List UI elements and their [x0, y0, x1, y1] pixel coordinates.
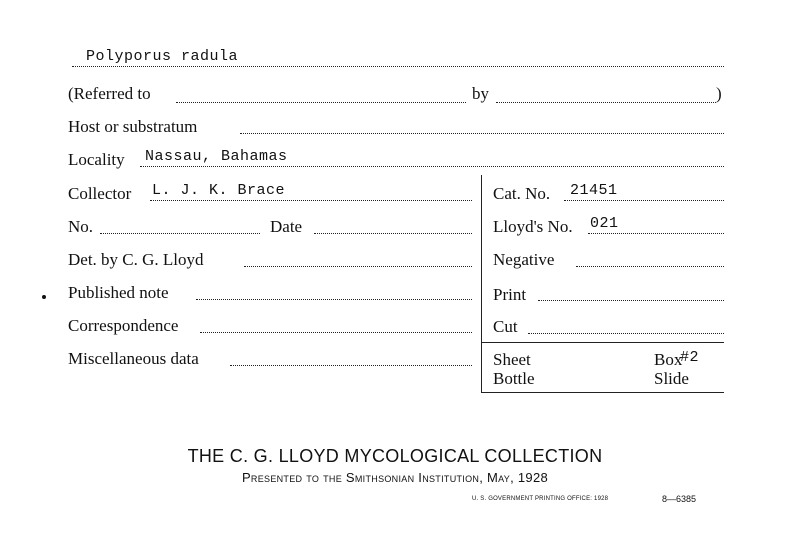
collection-subtitle: Presented to the Smithsonian Institution, May, 1928	[241, 470, 549, 485]
print-line	[538, 300, 724, 301]
cut-label: Cut	[493, 317, 518, 336]
cat-no-label: Cat. No.	[493, 184, 551, 203]
no-line	[100, 233, 260, 234]
referred-to-label: (Referred to	[68, 84, 151, 103]
gpo-imprint: U. S. GOVERNMENT PRINTING OFFICE: 1928	[472, 496, 609, 502]
box-value: #2	[680, 349, 700, 366]
referred-to-line	[176, 102, 466, 103]
host-line	[240, 133, 724, 134]
slide-label: Slide	[654, 369, 689, 388]
box-label: Box	[654, 350, 683, 369]
host-label: Host or substratum	[68, 117, 198, 136]
no-label: No.	[68, 217, 94, 236]
lloyds-no-line	[588, 233, 724, 234]
collector-line	[150, 200, 472, 201]
collection-title: THE C. G. LLOYD MYCOLOGICAL COLLECTION	[187, 446, 603, 466]
cat-no-value: 21451	[570, 182, 618, 199]
right-box-bottom	[481, 392, 724, 393]
correspondence-line	[200, 332, 472, 333]
locality-label: Locality	[68, 150, 125, 169]
right-box-border	[481, 175, 482, 392]
published-note-line	[196, 299, 472, 300]
date-line	[314, 233, 472, 234]
miscellaneous-label: Miscellaneous data	[68, 349, 199, 368]
species-line	[72, 66, 724, 67]
collector-value: L. J. K. Brace	[152, 182, 286, 199]
locality-value: Nassau, Bahamas	[145, 148, 288, 165]
lloyds-no-value: 021	[590, 215, 619, 232]
bullet-mark	[42, 295, 46, 299]
det-by-line	[244, 266, 472, 267]
cat-no-line	[564, 200, 724, 201]
by-line	[496, 102, 716, 103]
published-note-label: Published note	[68, 283, 169, 302]
bottle-label: Bottle	[493, 369, 535, 388]
close-paren: )	[716, 84, 722, 103]
sheet-label: Sheet	[493, 350, 531, 369]
by-label: by	[472, 84, 489, 103]
right-box-divider	[481, 342, 724, 343]
correspondence-label: Correspondence	[68, 316, 179, 335]
date-label: Date	[270, 217, 303, 236]
locality-line	[140, 166, 724, 167]
negative-line	[576, 266, 724, 267]
collector-label: Collector	[68, 184, 132, 203]
lloyds-no-label: Lloyd's No.	[493, 217, 573, 236]
print-label: Print	[493, 285, 527, 304]
negative-label: Negative	[493, 250, 555, 269]
form-number: 8—6385	[662, 494, 697, 504]
species-name: Polyporus radula	[86, 48, 239, 65]
miscellaneous-line	[230, 365, 472, 366]
det-by-label: Det. by C. G. Lloyd	[68, 250, 204, 269]
cut-line	[528, 333, 724, 334]
